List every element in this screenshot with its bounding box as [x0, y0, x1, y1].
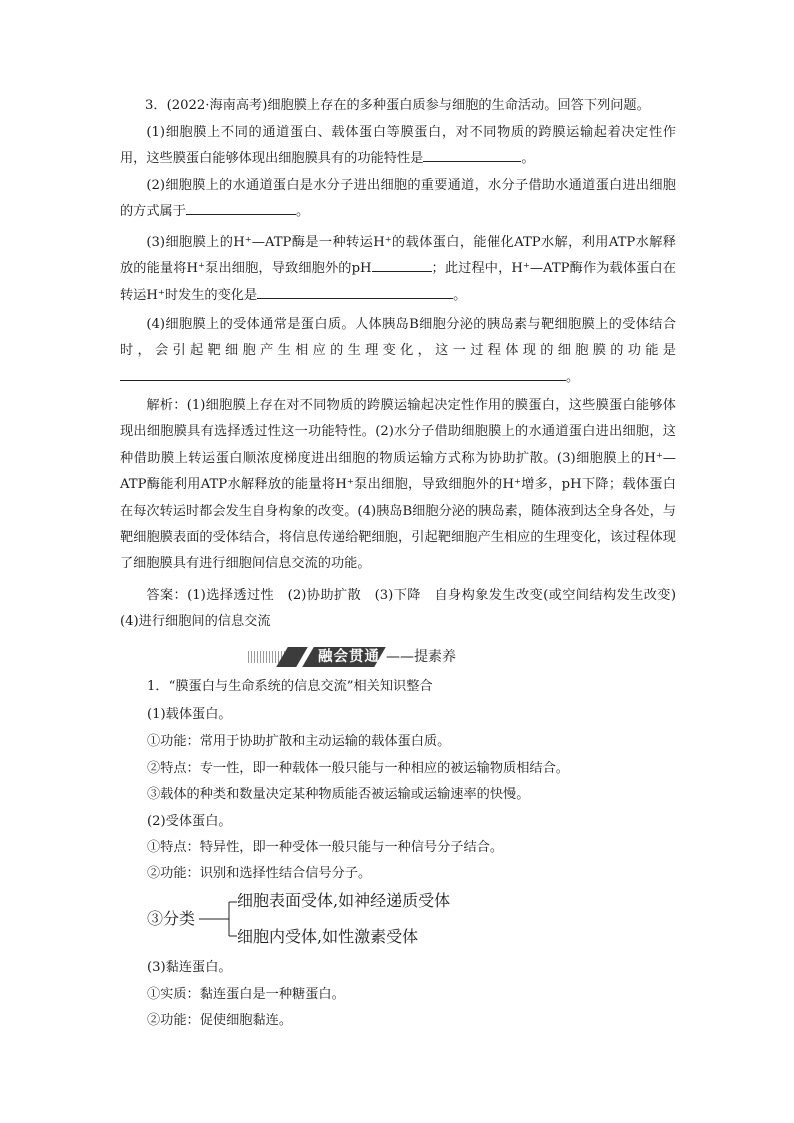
question-part-3-end: 。: [453, 287, 467, 303]
section-1-item-a: ①功能：常用于协助扩散和主动运输的载体蛋白质。: [147, 734, 451, 749]
section-2-item-a: ①特点：特异性，即一种受体一般只能与一种信号分子结合。: [147, 840, 504, 855]
question-part-2: [120, 173, 676, 226]
banner-subtitle: ——提素养: [386, 649, 456, 665]
classification-label: ③分类: [147, 909, 196, 928]
question-part-1-end: 。: [521, 151, 535, 167]
classification-item-2: 细胞内受体,如性激素受体: [237, 927, 419, 946]
answer-blank-1: [423, 147, 521, 162]
section-1-item-c: ③载体的种类和数量决定某种物质能否被运输或运输速率的快慢。: [147, 787, 530, 802]
section-banner: [248, 647, 548, 667]
classification-diagram: [147, 890, 507, 950]
question-part-4-text: (4)细胞膜上的受体通常是蛋白质。人体胰岛B细胞分泌的胰岛素与靶细胞膜上的受体结合时，会引起靶细胞产生相应的生理变化，这一过程体现的细胞膜的功能是: [120, 317, 676, 359]
analysis-paragraph: 解析：(1)细胞膜上存在对不同物质的跨膜运输起决定性作用的膜蛋白，这些膜蛋白能够体现出细胞膜具有选择透过性这一功能特性。(2)水分子借助细胞膜上的水通道蛋白进出细胞，这种借助膜上转运蛋白顺浓度梯度进出细胞的物质运输方式称为协助扩散。(3)细胞膜上的H⁺—ATP酶能利用ATP水解释放的能量将H⁺泵出细胞，导致细胞外的H⁺增多，pH下降；载体蛋白在每次转运时都会发生自身构象的改变。(4)胰岛B细胞分泌的胰岛素，随体液到达全身各处，与靶细胞膜表面的受体结合，将信息传递给靶细胞，引起靶细胞产生相应的生理变化，该过程体现了细胞膜具有进行细胞间信息交流的功能。: [120, 398, 676, 572]
question-part-4: [120, 312, 676, 391]
section-2-title: (2)受体蛋白。: [147, 814, 232, 829]
classification-item-1: 细胞表面受体,如神经递质受体: [237, 891, 451, 910]
question-part-1-text: (1)细胞膜上不同的通道蛋白、载体蛋白等膜蛋白，对不同物质的跨膜运输起着决定性作用，这些膜蛋白能够体现出细胞膜具有的功能特性是: [120, 125, 676, 167]
answer-blank-3a: [372, 257, 432, 272]
answer-paragraph: 答案：(1)选择透过性 (2)协助扩散 (3)下降 自身构象发生改变(或空间结构发生改变) (4)进行细胞间的信息交流: [120, 588, 690, 630]
question-stem: 3．(2022·海南高考)细胞膜上存在的多种蛋白质参与细胞的生命活动。回答下列问题。: [145, 98, 650, 113]
section-3-item-a: ①实质：黏连蛋白是一种糖蛋白。: [147, 987, 345, 1002]
answer-blank-4: [120, 366, 566, 381]
section-1-title: (1)载体蛋白。: [147, 707, 232, 722]
question-part-3-text-a: (3)细胞膜上的H⁺—ATP酶是一种转运H⁺的载体蛋白，能催化ATP水解，利用ATP水解释放的能量将H⁺泵出细胞，导致细胞外的pH: [120, 235, 676, 277]
section-2-item-b: ②功能：识别和选择性结合信号分子。: [147, 866, 372, 881]
question-part-1: [120, 120, 676, 173]
question-part-2-text: (2)细胞膜上的水通道蛋白是水分子进出细胞的重要通道，水分子借助水通道蛋白进出细胞的方式属于: [120, 178, 676, 220]
answer-blank-2: [186, 200, 296, 215]
question-part-3: [120, 230, 676, 309]
banner-title: 融会贯通: [318, 649, 380, 665]
question-part-4-end: 。: [566, 369, 580, 385]
section-3-title: (3)黏连蛋白。: [147, 960, 232, 975]
answer-blank-3b: [257, 284, 453, 299]
section-3-item-b: ②功能：促使细胞黏连。: [147, 1013, 293, 1028]
knowledge-heading: 1．“膜蛋白与生命系统的信息交流”相关知识整合: [147, 679, 433, 694]
question-part-2-end: 。: [295, 204, 310, 220]
section-1-item-b: ②特点：专一性，即一种载体一般只能与一种相应的被运输物质相结合。: [147, 761, 569, 776]
question-part-3-text-b: ；此过程中，H⁺—ATP酶作为载体蛋白在转运H⁺时发生的变化是: [120, 261, 676, 303]
